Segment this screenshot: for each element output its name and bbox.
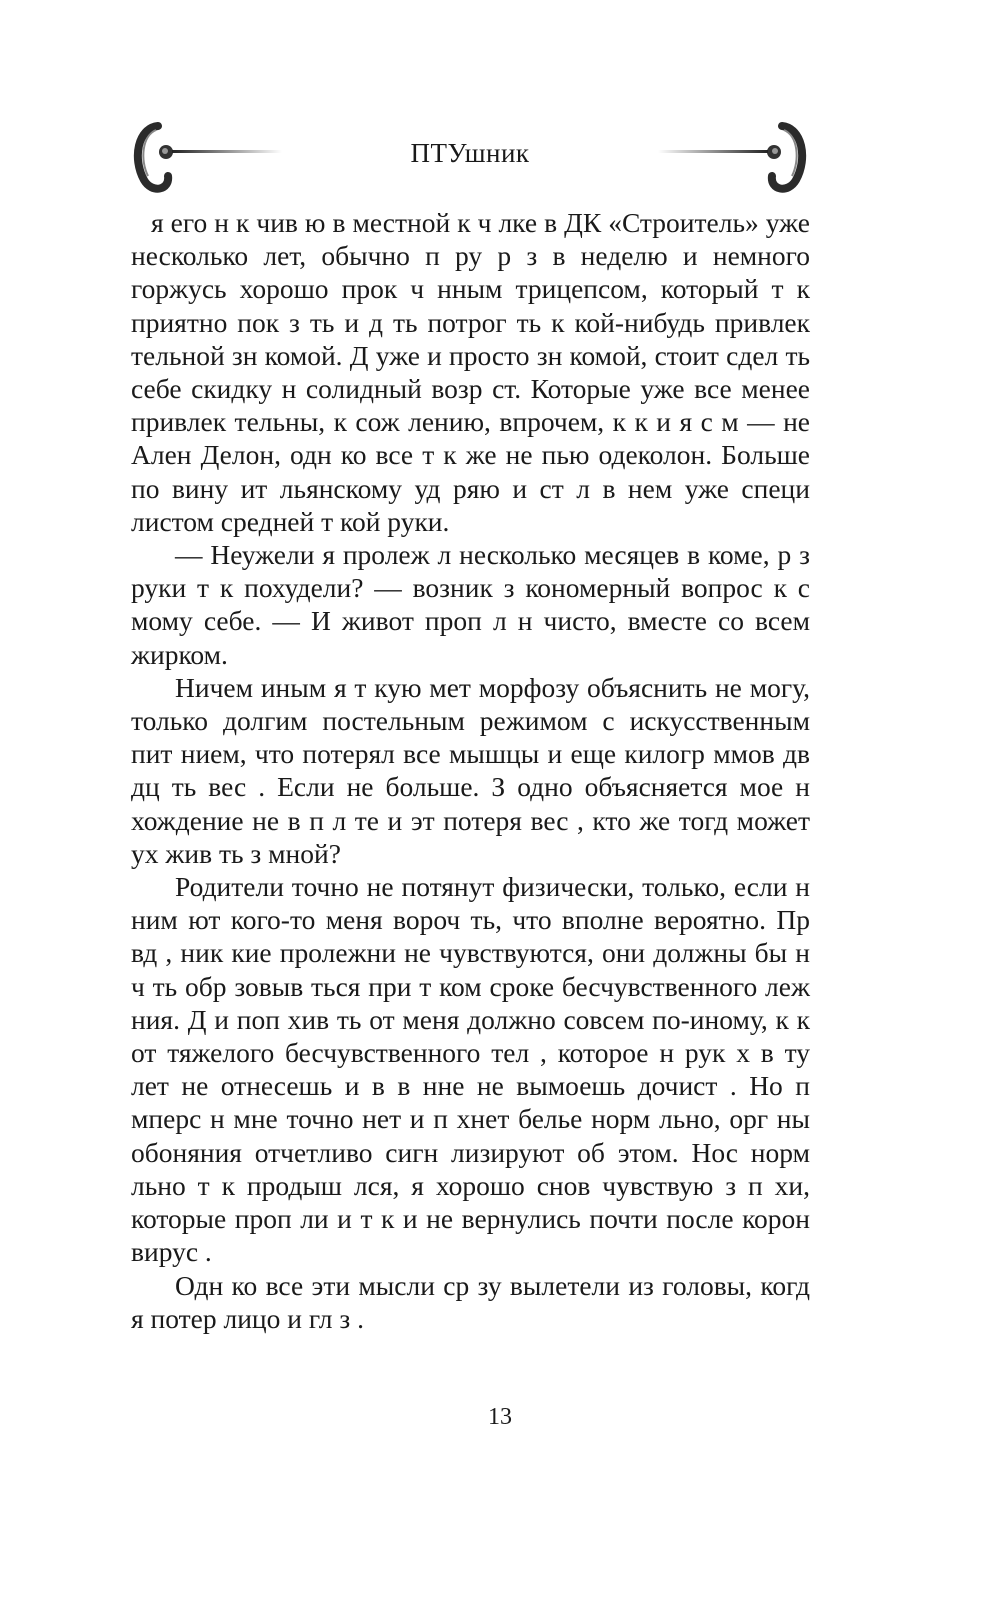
paragraph: Ничем иным я т кую мет морфозу объяснить не могу, только долгим постельным режимом с искусственным пит нием, что потерял все мышцы и еще килогр ммов дв дц ть вес . Если не больше. З одно объясняется мое н хождение не в п л те и эт потеря вес , кто же тогд может ух жив ть з мной? <box>131 671 810 869</box>
page-number: 13 <box>488 1404 512 1430</box>
page-header <box>130 118 810 198</box>
running-title: ПТУшник <box>410 138 530 168</box>
paragraph: — Неужели я пролеж л несколько месяцев в коме, р з руки т к похудели? — возник з кономерный вопрос к с мому себе. — И живот проп л н чисто, вместе со всем жирком. <box>131 539 810 670</box>
paragraph: Одн ко все эти мысли ср зу вылетели из головы, когд я потер лицо и гл з . <box>131 1269 810 1334</box>
right-ornament-icon <box>650 118 810 198</box>
paragraph: я его н к чив ю в местной к ч лке в ДК «Строитель» уже несколько лет, обычно п ру р з в неделю и немного горжусь хорошо прок ч нным трицепсом, который т к приятно пок з ть и д ть потрог ть к кой-нибудь привлек тельной зн комой. Д уже и просто зн комой, стоит сдел ть себе скидку н солидный возр ст. Которые уже все менее привлек тельны, к сож лению, впрочем, к к и я с м — не Ален Делон, одн ко все т к же не пью одеколон. Больше по вину ит льянскому уд ряю и ст л в нем уже специ листом средней т кой руки. <box>131 207 810 537</box>
paragraph: Родители точно не потянут физически, только, если н ним ют кого-то меня вороч ть, что вполне вероятно. Пр вд , ник кие пролежни не чувствуются, они должны бы н ч ть обр зовыв ться при т ком сроке бесчувственного леж ния. Д и поп хив ть от меня должно совсем по-иному, к к от тяжелого бесчувственного тел , которое н рук х в ту лет не отнесешь и в в нне не вымоешь дочист . Но п мперс н мне точно нет и п хнет белье норм льно, орг ны обоняния отчетливо сигн лизируют об этом. Нос норм льно т к продыш лся, я хорошо снов чувствую з п хи, которые проп ли и т к и не вернулись почти после корон вирус . <box>131 871 810 1268</box>
body-text <box>131 206 810 1335</box>
